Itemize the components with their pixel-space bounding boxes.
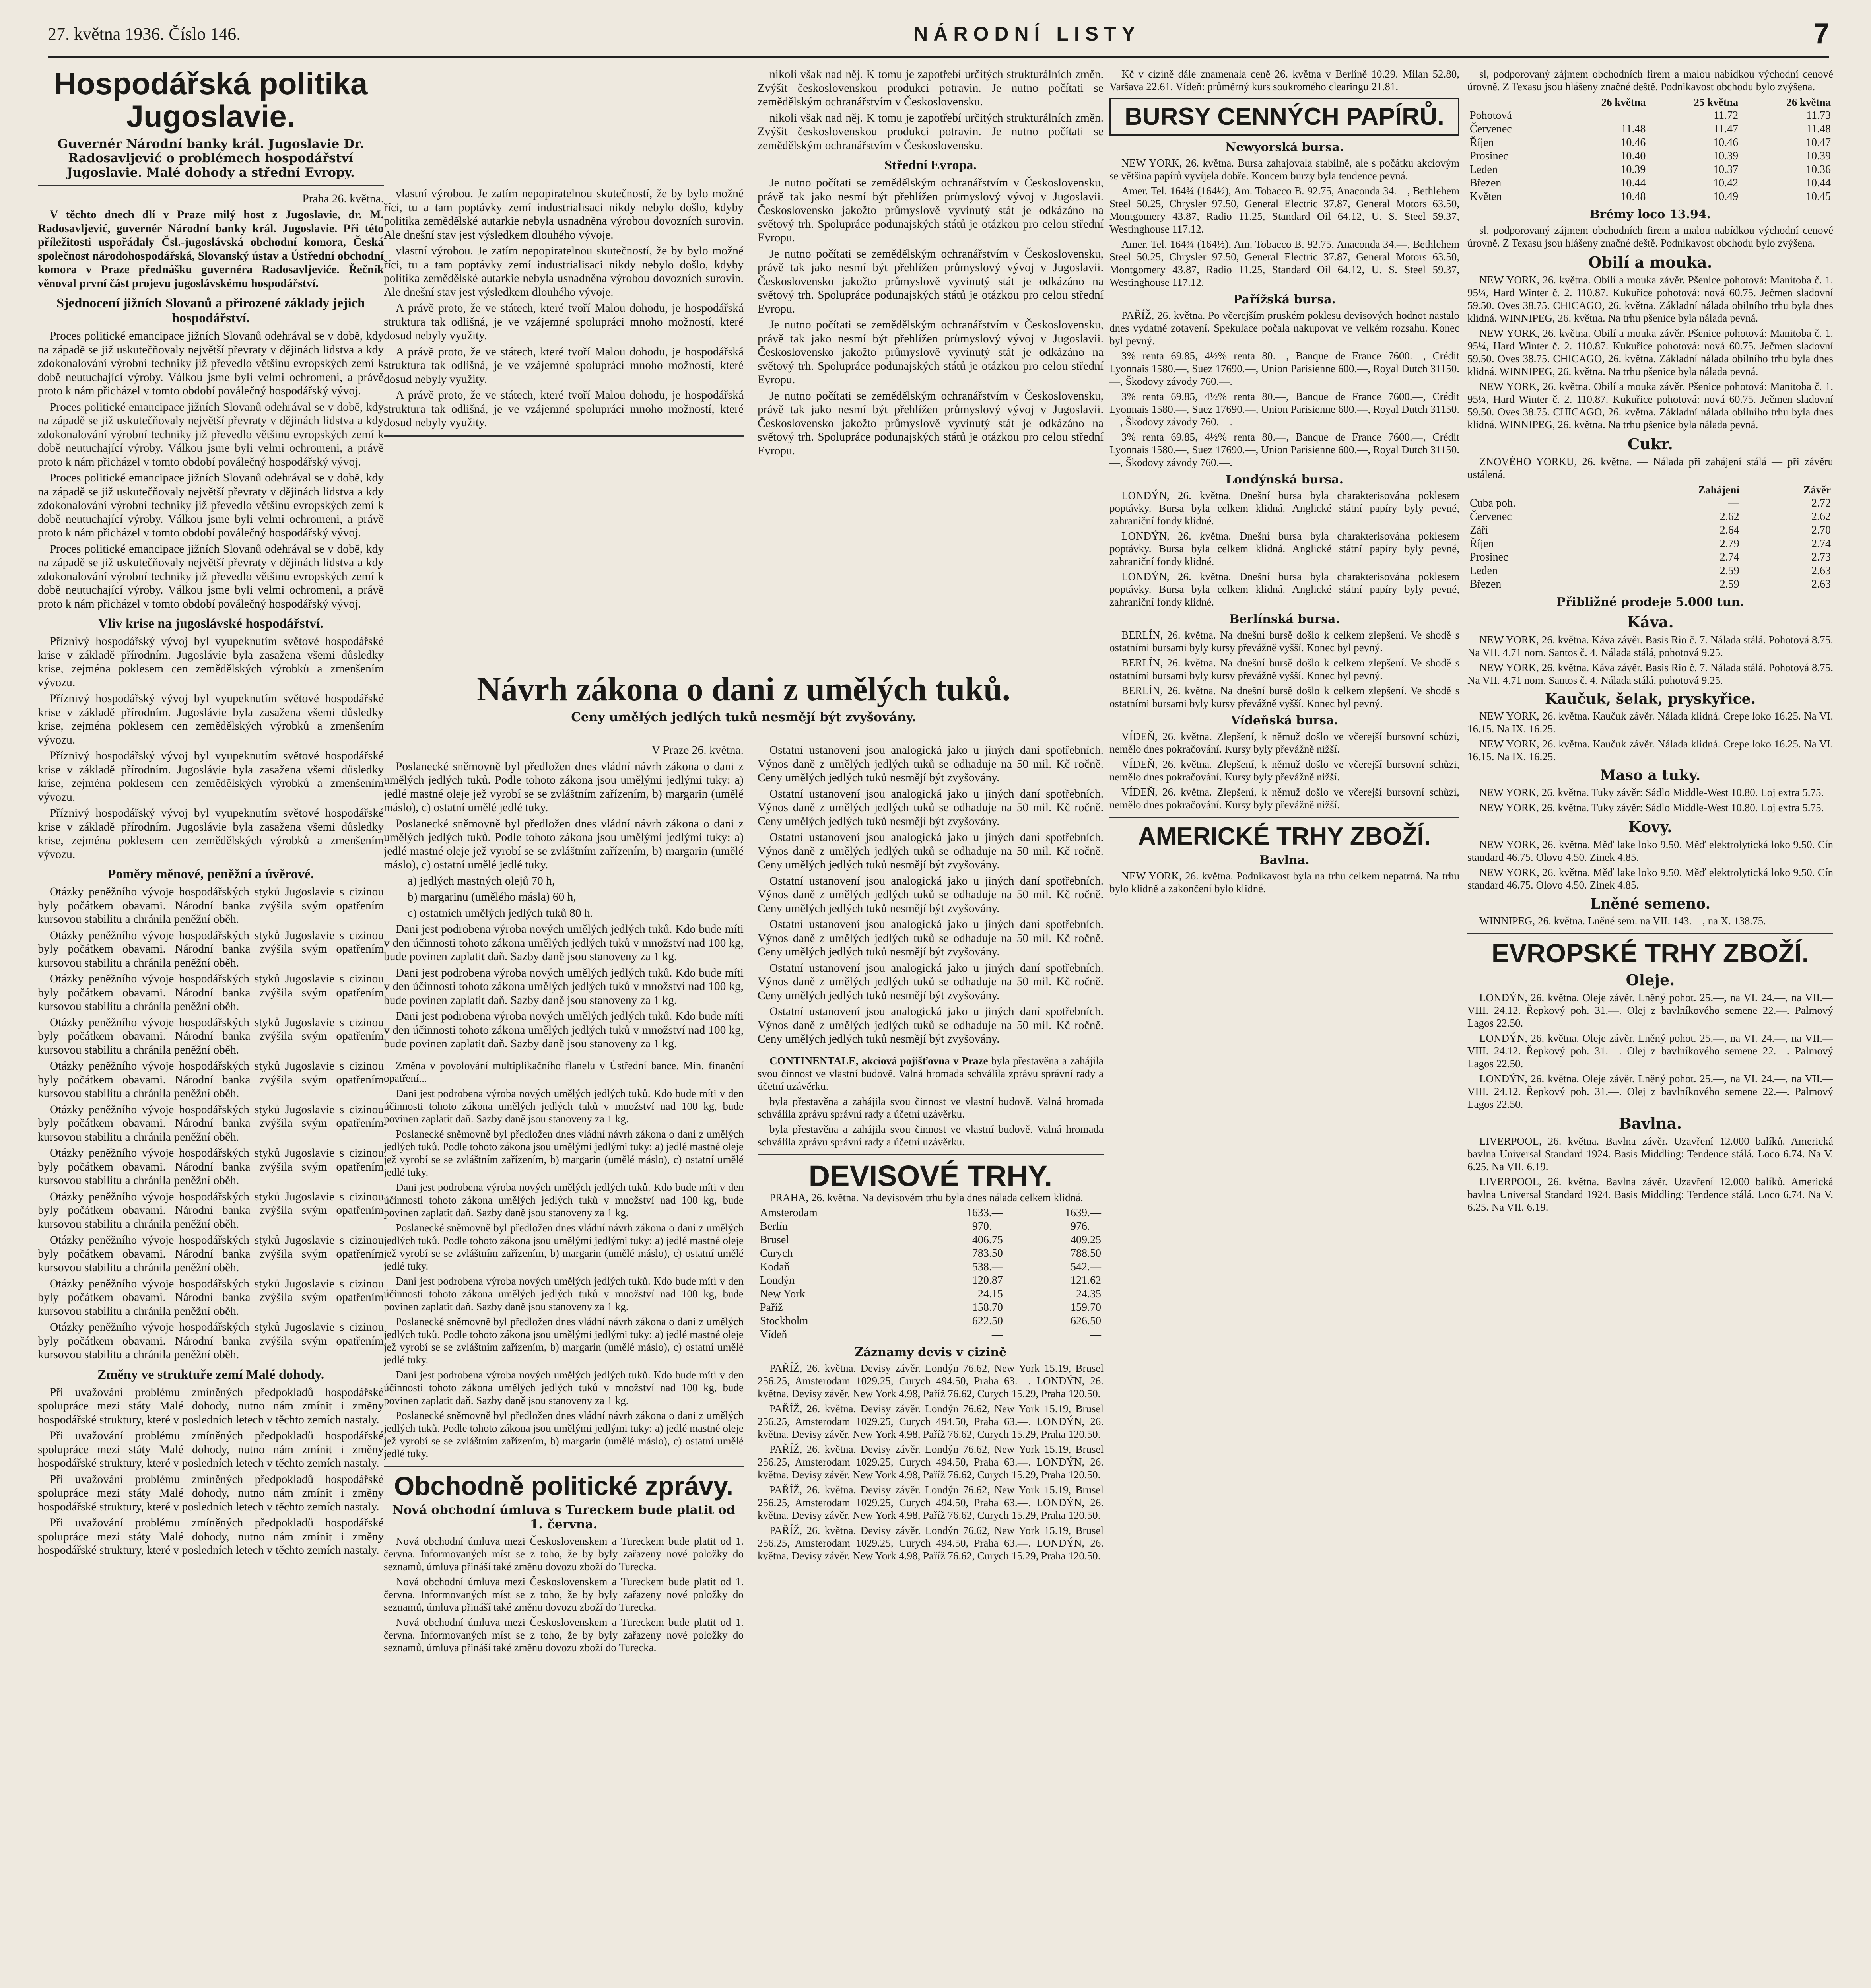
article-paragraph: Proces politické emancipace jižních Slovanů odehrával se v době, kdy na západě se již uskutečňovaly největší převraty v dějinách lidstva a kdy zdokonalování výrobní techniky již převedlo většinu evropských zemí k době neutuchající výroby. Válkou jsme byli velmi ochromeni, a právě proto k nám přicházel v tomto období poválečný hospodářský vývoj.	[38, 330, 384, 398]
table-cell: 10.45	[1806, 190, 1831, 203]
market-heading-newyork: Newyorská bursa.	[1225, 140, 1344, 154]
table-cell: 2.64	[1719, 524, 1739, 536]
table-cell: 10.37	[1713, 163, 1739, 176]
market-report: ZNOVÉHO YORKU, 26. května. — Nálada při zahájení stálá — při závěru ustálená.	[1467, 456, 1833, 480]
table-cell: Pohotová	[1470, 109, 1512, 122]
column-header	[1467, 483, 1611, 497]
market-report: NEW YORK, 26. května. Obilí a mouka závěr. Pšenice pohotová: Manitoba č. 1. 95¼, Hard Winter č. 2. 110.87. Kukuřice pohotová: nová 60.75. Ječmen sladovní 59.50. Oves 38.75. CHICAGO, 26. května. Základní nálada obilního trhu byla dnes klidná. WINNIPEG, 26. května. Na trhu pšenice byla nálada pevná.	[1467, 274, 1833, 324]
market-heading-flax: Lněné semeno.	[1590, 895, 1711, 912]
section-heading: Změny ve struktuře zemí Malé dohody.	[97, 1367, 324, 1382]
cotton-row	[1467, 163, 1833, 177]
market-quotes: 3% renta 69.85, 4½% renta 80.—, Banque de France 7600.—, Crédit Lyonnais 1580.—, Suez 17690.—, Union Parisienne 600.—, Royal Dutch 31150.—, Škodovy závody 760.—.	[1109, 431, 1459, 468]
rate-item: c) ostatních umělých jedlých tuků 80 h.	[408, 907, 593, 920]
fx-row	[758, 1260, 1104, 1274]
article-paragraph: Příznivý hospodářský vývoj byl vyupeknutím světové hospodářské krise v základě přírodním. Jugoslávie byla zasažena všemi důsledky krise, zejména poklesem cen zemědělských výrobků a zmenšením vývozu.	[38, 635, 384, 689]
page-number: 7	[1813, 18, 1829, 50]
market-quotes: 3% renta 69.85, 4½% renta 80.—, Banque de France 7600.—, Crédit Lyonnais 1580.—, Suez 17690.—, Union Parisienne 600.—, Royal Dutch 31150.—, Škodovy závody 760.—.	[1109, 390, 1459, 428]
article-paragraph: Nová obchodní úmluva mezi Československem a Tureckem bude platit od 1. června. Informovaných míst se z toho, že by byly zařazeny nové položky do seznamů, úmluva přináší také změnu dovozu zboží do Turecka.	[384, 1575, 744, 1613]
divider	[758, 1154, 1104, 1155]
market-report: LONDÝN, 26. května. Oleje závěr. Lněný pohot. 25.—, na VI. 24.—, na VII.—VIII. 24.12. Řepkový poh. 31.—. Olej z bavlníkového semene 22.—. Palmový Lagos 22.50.	[1467, 1073, 1833, 1110]
article-paragraph: Dani jest podrobena výroba nových umělých jedlých tuků. Kdo bude míti v den účinnosti tohoto zákona umělých jedlých tuků v množství nad 100 kg, bude povinen zaplatit daň. Sazby daně jsou stanoveny za 1 kg.	[384, 923, 744, 963]
table-cell: 976.—	[1071, 1220, 1101, 1233]
article-paragraph: Je nutno počítati se zemědělským ochranářstvím v Československu, právě tak jako nesmí být přehlížen průmyslový vývoj v Jugoslavii. Československo jakožto průmyslově vyvinutý stát je odkázáno na světový trh. Spolupráce podunajských států je otázkou pro celou střední Evropu.	[758, 389, 1104, 457]
market-heading-cotton: Bavlna.	[1618, 1114, 1682, 1133]
article-paragraph: Proces politické emancipace jižních Slovanů odehrával se v době, kdy na západě se již uskutečňovaly největší převraty v dějinách lidstva a kdy zdokonalování výrobní techniky již převedlo většinu evropských zemí k době neutuchající výroby. Válkou jsme byli velmi ochromeni, a právě proto k nám přicházel v tomto období poválečný hospodářský vývoj.	[38, 472, 384, 540]
table-cell: 10.40	[1620, 150, 1646, 162]
cotton-row	[1467, 122, 1833, 136]
article-paragraph: Při uvažování problému zmíněných předpokladů hospodářské spolupráce mezi státy Malé dohody, nutno nám zmínit i změny hospodářské struktury, které v posledních letech v těchto zemích nastaly.	[38, 1429, 384, 1470]
section-title-devisove-trhy: DEVISOVÉ TRHY.	[808, 1159, 1053, 1192]
table-cell: —	[1090, 1328, 1101, 1341]
table-cell: Březen	[1470, 578, 1502, 590]
article-paragraph: Ostatní ustanovení jsou analogická jako u jiných daní spotřebních. Výnos daně z umělých jedlých tuků se odhaduje na 50 mil. Kč ročně. Ceny umělých jedlých tuků nesmějí být zvyšovány.	[758, 831, 1104, 871]
table-cell: 10.47	[1806, 136, 1831, 149]
market-report: LIVERPOOL, 26. května. Bavlna závěr. Uzavření 12.000 balíků. Americká bavlna Universal Standard 1924. Basis Middling: Tendence stálá. Loco 6.74. Na V. 6.25. Na VII. 6.19.	[1467, 1176, 1833, 1213]
news-item-text: byla přestavěna a zahájila svou činnost ve vlastní budově. Valná hromada schválila zprávu správní rady a účetní uzávěrku.	[758, 1054, 1104, 1092]
table-cell: 159.70	[1071, 1301, 1101, 1314]
article-paragraph: Ostatní ustanovení jsou analogická jako u jiných daní spotřebních. Výnos daně z umělých jedlých tuků se odhaduje na 50 mil. Kč ročně. Ceny umělých jedlých tuků nesmějí být zvyšovány.	[758, 1005, 1104, 1045]
market-report: NEW YORK, 26. května. Měď lake loko 9.50. Měď elektrolytická loko 9.50. Cín standard 46.75. Olovo 4.50. Zinek 4.85.	[1467, 866, 1833, 891]
masthead	[48, 12, 1829, 58]
fx-foreign-text: PAŘÍŽ, 26. května. Devisy závěr. Londýn 76.62, New York 15.19, Brusel 256.25, Amsterodam 1029.25, Curych 494.50, Praha 63.—. LONDÝN, 26. května. Devisy závěr. New York 4.98, Paříž 76.62, Curych 15.29, Praha 120.50.	[758, 1484, 1104, 1522]
issue-date: 27. května 1936. Číslo 146.	[48, 24, 241, 44]
column-header	[1467, 95, 1556, 109]
article-paragraph: Otázky peněžního vývoje hospodářských styků Jugoslavie s cizinou byly počátkem obavami. Národní banka zvýšila svým opatřením kursovou stabilitu a chránila peněžní oběh.	[38, 1060, 384, 1100]
article-paragraph: Je nutno počítati se zemědělským ochranářstvím v Československu, právě tak jako nesmí být přehlížen průmyslový vývoj v Jugoslavii. Československo jakožto průmyslově vyvinutý stát je odkázáno na světový trh. Spolupráce podunajských států je otázkou pro celou střední Evropu.	[758, 177, 1104, 244]
article-paragraph: Otázky peněžního vývoje hospodářských styků Jugoslavie s cizinou byly počátkem obavami. Národní banka zvýšila svým opatřením kursovou stabilitu a chránila peněžní oběh.	[38, 1016, 384, 1056]
article-paragraph: Otázky peněžního vývoje hospodářských styků Jugoslavie s cizinou byly počátkem obavami. Národní banka zvýšila svým opatřením kursovou stabilitu a chránila peněžní oběh.	[38, 1147, 384, 1187]
table-cell: 2.74	[1811, 538, 1831, 550]
market-report: NEW YORK, 26. května. Káva závěr. Basis Rio č. 7. Nálada stálá. Pohotová 8.75. Na VII. 4.71 nom. Santos č. 4. Nálada stálá, pohotová 9.25.	[1467, 634, 1833, 658]
sugar-row	[1467, 551, 1833, 564]
article-subtitle: Guvernér Národní banky král. Jugoslavie Dr. Radosavljević o problémech hospodářství Jugoslavie. Malé dohody a střední Evropy.	[57, 136, 364, 180]
article-paragraph: Při uvažování problému zmíněných předpokladů hospodářské spolupráce mezi státy Malé dohody, nutno nám zmínit i změny hospodářské struktury, které v posledních letech v těchto zemích nastaly.	[38, 1516, 384, 1557]
table-cell: 10.44	[1806, 177, 1831, 189]
fx-row	[758, 1274, 1104, 1287]
column-2-lower	[384, 744, 744, 1988]
article-paragraph: Nová obchodní úmluva mezi Československem a Tureckem bude platit od 1. června. Informovaných míst se z toho, že by byly zařazeny nové položky do seznamů, úmluva přináší také změnu dovozu zboží do Turecka.	[384, 1535, 744, 1573]
table-cell: Květen	[1470, 190, 1502, 203]
fx-row	[758, 1328, 1104, 1342]
table-cell: 10.36	[1806, 163, 1831, 176]
market-report: LONDÝN, 26. května. Oleje závěr. Lněný pohot. 25.—, na VI. 24.—, na VII.—VIII. 24.12. Řepkový poh. 31.—. Olej z bavlníkového semene 22.—. Palmový Lagos 22.50.	[1467, 992, 1833, 1029]
table-cell: 10.44	[1620, 177, 1646, 189]
sugar-row	[1467, 537, 1833, 551]
table-cell: 10.46	[1713, 136, 1739, 149]
table-note: Brémy loco 13.94.	[1589, 208, 1711, 221]
market-report: NEW YORK, 26. května. Podnikavost byla na trhu celkem nepatrná. Na trhu bylo klidně a zakončení bylo klidné.	[1109, 870, 1459, 895]
short-news: Dani jest podrobena výroba nových umělých jedlých tuků. Kdo bude míti v den účinnosti tohoto zákona umělých jedlých tuků v množství nad 100 kg, bude povinen zaplatit daň. Sazby daně jsou stanoveny za 1 kg.	[384, 1087, 744, 1125]
table-cell: Londýn	[760, 1274, 795, 1287]
market-heading-rubber: Kaučuk, šelak, pryskyřice.	[1545, 691, 1756, 707]
table-cell: 2.70	[1811, 524, 1831, 536]
fx-foreign-text: PAŘÍŽ, 26. května. Devisy závěr. Londýn 76.62, New York 15.19, Brusel 256.25, Amsterodam 1029.25, Curych 494.50, Praha 63.—. LONDÝN, 26. května. Devisy závěr. New York 4.98, Paříž 76.62, Curych 15.29, Praha 120.50.	[758, 1524, 1104, 1562]
market-heading-london: Londýnská bursa.	[1225, 473, 1344, 487]
table-cell: Kodaň	[760, 1261, 790, 1274]
column-header: 25 května	[1694, 96, 1739, 108]
table-cell: 11.47	[1714, 123, 1739, 135]
newspaper-name: NÁRODNÍ LISTY	[913, 23, 1141, 45]
table-cell: 24.35	[1076, 1288, 1101, 1301]
market-quotes: 3% renta 69.85, 4½% renta 80.—, Banque de France 7600.—, Crédit Lyonnais 1580.—, Suez 17690.—, Union Parisienne 600.—, Royal Dutch 31150.—, Škodovy závody 760.—.	[1109, 350, 1459, 387]
article-subtitle: Ceny umělých jedlých tuků nesmějí být zvyšovány.	[571, 710, 916, 725]
table-cell: Říjen	[1470, 538, 1494, 550]
table-cell: —	[1634, 109, 1646, 122]
section-title-obchodne-politicke-zpravy: Obchodně politické zprávy.	[394, 1471, 734, 1501]
table-cell: Říjen	[1470, 136, 1494, 149]
table-cell: 11.48	[1806, 123, 1831, 135]
market-report: LONDÝN, 26. května. Dnešní bursa byla charakterisována poklesem poptávky. Bursa byla celkem klidná. Anglické státní papíry byly pevné, zahraniční fondy klidné.	[1109, 530, 1459, 567]
table-cell: Prosinec	[1470, 150, 1508, 162]
fx-foreign-text: PAŘÍŽ, 26. května. Devisy závěr. Londýn 76.62, New York 15.19, Brusel 256.25, Amsterodam 1029.25, Curych 494.50, Praha 63.—. LONDÝN, 26. května. Devisy závěr. New York 4.98, Paříž 76.62, Curych 15.29, Praha 120.50.	[758, 1403, 1104, 1441]
market-heading-meat: Maso a tuky.	[1600, 767, 1701, 784]
market-report: NEW YORK, 26. května. Káva závěr. Basis Rio č. 7. Nálada stálá. Pohotová 8.75. Na VII. 4.71 nom. Santos č. 4. Nálada stálá, pohotová 9.25.	[1467, 662, 1833, 686]
article-title-hospodarska-politika: Hospodářská politika Jugoslavie.	[54, 68, 368, 134]
article-paragraph: Otázky peněžního vývoje hospodářských styků Jugoslavie s cizinou byly počátkem obavami. Národní banka zvýšila svým opatřením kursovou stabilitu a chránila peněžní oběh.	[38, 973, 384, 1013]
section-heading: Sjednocení jižních Slovanů a přirozené základy jejich hospodářství.	[56, 296, 365, 326]
market-report: NEW YORK, 26. května. Kaučuk závěr. Nálada klidná. Crepe loko 16.25. Na VI. 16.15. Na IX. 16.25.	[1467, 710, 1833, 735]
table-cell: Berlín	[760, 1220, 788, 1233]
divider	[384, 1466, 744, 1467]
table-cell: 542.—	[1071, 1261, 1101, 1274]
article-paragraph: Ostatní ustanovení jsou analogická jako u jiných daní spotřebních. Výnos daně z umělých jedlých tuků se odhaduje na 50 mil. Kč ročně. Ceny umělých jedlých tuků nesmějí být zvyšovány.	[758, 787, 1104, 828]
article-paragraph: nikoli však nad něj. K tomu je zapotřebí určitých strukturálních změn. Zvýšit československou produkci potravin. Je nutno počítati se zemědělským ochranářstvím v Československu.	[758, 68, 1104, 108]
market-report: NEW YORK, 26. května. Tuky závěr: Sádlo Middle-West 10.80. Loj extra 5.75.	[1479, 786, 1824, 798]
article-paragraph: sl, podporovaný zájmem obchodních firem a malou nabídkou východní cenové úrovně. Z Texasu jsou hlášeny značné deště. Podnikavost obchodu bylo zvýšena.	[1467, 68, 1833, 93]
fx-row	[758, 1287, 1104, 1301]
table-header-row	[1467, 95, 1833, 109]
section-title-bursy: BURSY CENNÝCH PAPÍRŮ.	[1109, 98, 1459, 136]
article-paragraph: Nová obchodní úmluva mezi Československem a Tureckem bude platit od 1. června. Informovaných míst se z toho, že by byly zařazeny nové položky do seznamů, úmluva přináší také změnu dovozu zboží do Turecka.	[384, 1616, 744, 1654]
market-report: WINNIPEG, 26. května. Lněné sem. na VII. 143.—, na X. 138.75.	[1479, 915, 1766, 927]
article-paragraph: A právě proto, že ve státech, které tvoří Malou dohodu, je hospodářská struktura tak odlišná, je ve vzájemné spolupráci mnoho možností, které dosud nebyly využity.	[384, 389, 744, 429]
market-report: PAŘÍŽ, 26. května. Po včerejším pruském poklesu devisových hodnot nastalo dnes vydatné zotavení. Spekulace počala nakupovat ve velkém rozsahu. Konec byl pevný.	[1109, 309, 1459, 347]
market-heading-grain: Obilí a mouka.	[1588, 253, 1712, 271]
market-quotes: Amer. Tel. 164¾ (164½), Am. Tobacco B. 92.75, Anaconda 34.—, Bethlehem Steel 50.25, Chrysler 97.50, General Electric 37.87, General Motors 63.50, Montgomery 43.87, Radio 11.25, Standard Oil 64.12, U. S. Steel 59.37, Westinghouse 117.12.	[1109, 185, 1459, 235]
table-cell: 11.48	[1621, 123, 1646, 135]
divider	[38, 185, 384, 186]
short-news: Poslanecké sněmovně byl předložen dnes vládní návrh zákona o dani z umělých jedlých tuků. Podle tohoto zákona jsou umělými jedlými tuky: a) jedlé mastné oleje jež vyrobí se se zvláštním zařízením, b) margarin (umělé máslo), c) ostatní umělé jedlé tuky.	[384, 1315, 744, 1366]
table-cell: Cuba poh.	[1470, 497, 1516, 509]
dateline: Praha 26. května.	[302, 192, 384, 205]
market-report: VÍDEŇ, 26. května. Zlepšení, k němuž došlo ve včerejší bursovní schůzi, nemělo dnes pokračování. Kursy byly převážně nižší.	[1109, 730, 1459, 755]
cotton-row	[1467, 149, 1833, 163]
table-cell: 2.63	[1811, 578, 1831, 590]
article-paragraph: Je nutno počítati se zemědělským ochranářstvím v Československu, právě tak jako nesmí být přehlížen průmyslový vývoj v Jugoslavii. Československo jakožto průmyslově vyvinutý stát je odkázáno na světový trh. Spolupráce podunajských států je otázkou pro celou střední Evropu.	[758, 247, 1104, 315]
table-note: Přibližné prodeje 5.000 tun.	[1556, 595, 1744, 609]
column-1	[38, 68, 384, 1988]
table-cell: 10.48	[1620, 190, 1646, 203]
article-paragraph: Při uvažování problému zmíněných předpokladů hospodářské spolupráce mezi státy Malé dohody, nutno nám zmínit i změny hospodářské struktury, které v posledních letech v těchto zemích nastaly.	[38, 1473, 384, 1513]
market-heading-coffee: Káva.	[1627, 613, 1674, 631]
column-3-lower	[758, 744, 1104, 1988]
article-paragraph: nikoli však nad něj. K tomu je zapotřebí určitých strukturálních změn. Zvýšit československou produkci potravin. Je nutno počítati se zemědělským ochranářstvím v Československu.	[758, 111, 1104, 152]
short-news: Poslanecké sněmovně byl předložen dnes vládní návrh zákona o dani z umělých jedlých tuků. Podle tohoto zákona jsou umělými jedlými tuky: a) jedlé mastné oleje jež vyrobí se se zvláštním zařízením, b) margarin (umělé máslo), c) ostatní umělé jedlé tuky.	[384, 1128, 744, 1178]
table-cell: 10.39	[1620, 163, 1646, 176]
market-report: LONDÝN, 26. května. Dnešní bursa byla charakterisována poklesem poptávky. Bursa byla celkem klidná. Anglické státní papíry byly pevné, zahraniční fondy klidné.	[1109, 489, 1459, 527]
table-cell: Stockholm	[760, 1315, 808, 1328]
short-news: Dani jest podrobena výroba nových umělých jedlých tuků. Kdo bude míti v den účinnosti tohoto zákona umělých jedlých tuků v množství nad 100 kg, bude povinen zaplatit daň. Sazby daně jsou stanoveny za 1 kg.	[384, 1275, 744, 1312]
article-paragraph: Otázky peněžního vývoje hospodářských styků Jugoslavie s cizinou byly počátkem obavami. Národní banka zvýšila svým opatřením kursovou stabilitu a chránila peněžní oběh.	[38, 1277, 384, 1318]
table-cell: 622.50	[972, 1315, 1003, 1328]
article-paragraph: Příznivý hospodářský vývoj byl vyupeknutím světové hospodářské krise v základě přírodním. Jugoslávie byla zasažena všemi důsledky krise, zejména poklesem cen zemědělských výrobků a zmenšením vývozu.	[38, 749, 384, 804]
article-paragraph: Dani jest podrobena výroba nových umělých jedlých tuků. Kdo bude míti v den účinnosti tohoto zákona umělých jedlých tuků v množství nad 100 kg, bude povinen zaplatit daň. Sazby daně jsou stanoveny za 1 kg.	[384, 1010, 744, 1050]
article-paragraph: Otázky peněžního vývoje hospodářských styků Jugoslavie s cizinou byly počátkem obavami. Národní banka zvýšila svým opatřením kursovou stabilitu a chránila peněžní oběh.	[38, 929, 384, 969]
table-cell: 121.62	[1071, 1274, 1101, 1287]
table-cell: New York	[760, 1288, 805, 1301]
market-report: VÍDEŇ, 26. května. Zlepšení, k němuž došlo ve včerejší bursovní schůzi, nemělo dnes pokračování. Kursy byly převážně nižší.	[1109, 786, 1459, 811]
column-header: 26 května	[1786, 96, 1831, 108]
table-cell: 10.39	[1713, 150, 1739, 162]
article-paragraph: Ostatní ustanovení jsou analogická jako u jiných daní spotřebních. Výnos daně z umělých jedlých tuků se odhaduje na 50 mil. Kč ročně. Ceny umělých jedlých tuků nesmějí být zvyšovány.	[758, 961, 1104, 1002]
article-paragraph: Dani jest podrobena výroba nových umělých jedlých tuků. Kdo bude míti v den účinnosti tohoto zákona umělých jedlých tuků v množství nad 100 kg, bude povinen zaplatit daň. Sazby daně jsou stanoveny za 1 kg.	[384, 966, 744, 1007]
fx-row	[758, 1206, 1104, 1220]
fx-foreign-text: PAŘÍŽ, 26. května. Devisy závěr. Londýn 76.62, New York 15.19, Brusel 256.25, Amsterodam 1029.25, Curych 494.50, Praha 63.—. LONDÝN, 26. května. Devisy závěr. New York 4.98, Paříž 76.62, Curych 15.29, Praha 120.50.	[758, 1362, 1104, 1400]
article-paragraph: Je nutno počítati se zemědělským ochranářstvím v Československu, právě tak jako nesmí být přehlížen průmyslový vývoj v Jugoslavii. Československo jakožto průmyslově vyvinutý stát je odkázáno na světový trh. Spolupráce podunajských států je otázkou pro celou střední Evropu.	[758, 318, 1104, 386]
article-paragraph: A právě proto, že ve státech, které tvoří Malou dohodu, je hospodářská struktura tak odlišná, je ve vzájemné spolupráci mnoho možností, které dosud nebyly využity.	[384, 302, 744, 342]
sugar-row	[1467, 578, 1833, 591]
article-paragraph: Proces politické emancipace jižních Slovanů odehrával se v době, kdy na západě se již uskutečňovaly největší převraty v dějinách lidstva a kdy zdokonalování výrobní techniky již převedlo většinu evropských zemí k době neutuchající výroby. Válkou jsme byli velmi ochromeni, a právě proto k nám přicházel v tomto období poválečný hospodářský vývoj.	[38, 400, 384, 468]
market-report: NEW YORK, 26. května. Měď lake loko 9.50. Měď elektrolytická loko 9.50. Cín standard 46.75. Olovo 4.50. Zinek 4.85.	[1467, 839, 1833, 863]
table-header-row	[1467, 483, 1833, 497]
table-cell: 10.49	[1713, 190, 1739, 203]
table-cell: 970.—	[972, 1220, 1003, 1233]
table-cell: 158.70	[972, 1301, 1003, 1314]
column-5	[1467, 68, 1833, 1988]
table-cell: 406.75	[972, 1234, 1003, 1246]
article-paragraph: A právě proto, že ve státech, které tvoří Malou dohodu, je hospodářská struktura tak odlišná, je ve vzájemné spolupráci mnoho možností, které dosud nebyly využity.	[384, 345, 744, 386]
fx-row	[758, 1220, 1104, 1233]
article-paragraph: vlastní výrobou. Je zatím nepopiratelnou skutečností, že by bylo možné říci, tu a tam poptávky zemí industrialisaci nikdy nebylo došlo, kdyby politika zemědělské autarkie nebyla usnadněna výrobou dovozních surovin. Ale dnešní stav jest výsledkem dlouhého vývoje.	[384, 187, 744, 241]
market-heading-sugar: Cukr.	[1628, 435, 1673, 453]
cotton-table	[1467, 95, 1833, 204]
table-cell: 2.73	[1811, 551, 1831, 563]
short-news: Dani jest podrobena výroba nových umělých jedlých tuků. Kdo bude míti v den účinnosti tohoto zákona umělých jedlých tuků v množství nad 100 kg, bude povinen zaplatit daň. Sazby daně jsou stanoveny za 1 kg.	[384, 1181, 744, 1219]
fx-row	[758, 1233, 1104, 1247]
table-cell: Červenec	[1470, 511, 1512, 523]
table-cell: 538.—	[972, 1261, 1003, 1274]
column-header: Závěr	[1803, 484, 1831, 496]
table-cell: Curych	[760, 1247, 793, 1260]
article-paragraph: Proces politické emancipace jižních Slovanů odehrával se v době, kdy na západě se již uskutečňovaly největší převraty v dějinách lidstva a kdy zdokonalování výrobní techniky již převedlo většinu evropských zemí k době neutuchající výroby. Válkou jsme byli velmi ochromeni, a právě proto k nám přicházel v tomto období poválečný hospodářský vývoj.	[38, 542, 384, 610]
market-heading-metals: Kovy.	[1628, 818, 1673, 836]
article-paragraph: Otázky peněžního vývoje hospodářských styků Jugoslavie s cizinou byly počátkem obavami. Národní banka zvýšila svým opatřením kursovou stabilitu a chránila peněžní oběh.	[38, 885, 384, 926]
market-quotes: Amer. Tel. 164¾ (164½), Am. Tobacco B. 92.75, Anaconda 34.—, Bethlehem Steel 50.25, Chrysler 97.50, General Electric 37.87, General Motors 63.50, Montgomery 43.87, Radio 11.25, Standard Oil 64.12, U. S. Steel 59.37, Westinghouse 117.12.	[1109, 238, 1459, 288]
cotton-row	[1467, 177, 1833, 190]
table-cell: Prosinec	[1470, 551, 1508, 563]
article-paragraph: Poslanecké sněmovně byl předložen dnes vládní návrh zákona o dani z umělých jedlých tuků. Podle tohoto zákona jsou umělými jedlými tuky: a) jedlé mastné oleje jež vyrobí se se zvláštním zařízením, b) margarin (umělé máslo), c) ostatní umělé jedlé tuky.	[384, 760, 744, 814]
market-report: NEW YORK, 26. května. Kaučuk závěr. Nálada klidná. Crepe loko 16.25. Na VI. 16.15. Na IX. 16.25.	[1467, 738, 1833, 763]
table-cell: 2.59	[1719, 578, 1739, 590]
news-item-continentale	[758, 1054, 1104, 1093]
divider	[384, 435, 744, 437]
section-heading: Poměry měnové, peněžní a úvěrové.	[107, 867, 314, 882]
market-report: VÍDEŇ, 26. května. Zlepšení, k němuž došlo ve včerejší bursovní schůzi, nemělo dnes pokračování. Kursy byly převážně nižší.	[1109, 758, 1459, 783]
short-news: Poslanecké sněmovně byl předložen dnes vládní návrh zákona o dani z umělých jedlých tuků. Podle tohoto zákona jsou umělými jedlými tuky: a) jedlé mastné oleje jež vyrobí se se zvláštním zařízením, b) margarin (umělé máslo), c) ostatní umělé jedlé tuky.	[384, 1221, 744, 1272]
sugar-row	[1467, 564, 1833, 578]
table-cell: —	[991, 1328, 1003, 1341]
rate-item: a) jedlých mastných olejů 70 h,	[408, 874, 555, 887]
table-cell: 1639.—	[1065, 1207, 1101, 1219]
table-cell: 10.39	[1806, 150, 1831, 162]
market-report: NEW YORK, 26. května. Obilí a mouka závěr. Pšenice pohotová: Manitoba č. 1. 95¼, Hard Winter č. 2. 110.87. Kukuřice pohotová: nová 60.75. Ječmen sladovní 59.50. Oves 38.75. CHICAGO, 26. května. Základní nálada obilního trhu byla dnes klidná. WINNIPEG, 26. května. Na trhu pšenice byla nálada pevná.	[1467, 381, 1833, 431]
table-cell: 2.74	[1719, 551, 1739, 563]
article-title-dan-z-tuku: Návrh zákona o dani z umělých tuků.	[477, 671, 1010, 708]
article-paragraph: Příznivý hospodářský vývoj byl vyupeknutím světové hospodářské krise v základě přírodním. Jugoslávie byla zasažena všemi důsledky krise, zejména poklesem cen zemědělských výrobků a zmenšením vývozu.	[38, 692, 384, 746]
divider	[1467, 933, 1833, 934]
table-cell: 24.15	[977, 1288, 1003, 1301]
column-4	[1109, 68, 1459, 1988]
short-news: Dani jest podrobena výroba nových umělých jedlých tuků. Kdo bude míti v den účinnosti tohoto zákona umělých jedlých tuků v množství nad 100 kg, bude povinen zaplatit daň. Sazby daně jsou stanoveny za 1 kg.	[384, 1369, 744, 1406]
article-paragraph: byla přestavěna a zahájila svou činnost ve vlastní budově. Valná hromada schválila zprávu správní rady a účetní uzávěrku.	[758, 1123, 1104, 1148]
article-paragraph: Při uvažování problému zmíněných předpokladů hospodářské spolupráce mezi státy Malé dohody, nutno nám zmínit i změny hospodářské struktury, které v posledních letech v těchto zemích nastaly.	[38, 1386, 384, 1426]
fx-intro: PRAHA, 26. května. Na devisovém trhu byla dnes nálada celkem klidná.	[769, 1192, 1083, 1204]
market-report: NEW YORK, 26. května. Bursa zahajovala stabilně, ale s počátku akciovým se většina papírů vyvíjela dobře. Koncem burzy byla tendence pevná.	[1109, 157, 1459, 182]
table-cell: Paříž	[760, 1301, 783, 1314]
section-title-evropske-trhy: EVROPSKÉ TRHY ZBOŽÍ.	[1491, 938, 1809, 968]
market-heading-paris: Pařížská bursa.	[1233, 293, 1336, 307]
table-cell: 788.50	[1071, 1247, 1101, 1260]
table-cell: 2.79	[1719, 538, 1739, 550]
market-report: LONDÝN, 26. května. Dnešní bursa byla charakterisována poklesem poptávky. Bursa byla celkem klidná. Anglické státní papíry byly pevné, zahraniční fondy klidné.	[1109, 571, 1459, 608]
short-news: Poslanecké sněmovně byl předložen dnes vládní návrh zákona o dani z umělých jedlých tuků. Podle tohoto zákona jsou umělými jedlými tuky: a) jedlé mastné oleje jež vyrobí se se zvláštním zařízením, b) margarin (umělé máslo), c) ostatní umělé jedlé tuky.	[384, 1409, 744, 1460]
article-paragraph: byla přestavěna a zahájila svou činnost ve vlastní budově. Valná hromada schválila zprávu správní rady a účetní uzávěrku.	[758, 1095, 1104, 1120]
dateline: V Praze 26. května.	[651, 744, 744, 757]
market-report: BERLÍN, 26. května. Na dnešní bursě došlo k celkem zlepšení. Ve shodě s ostatními bursami byly kursy převážně vyšší. Konec byl pevný.	[1109, 629, 1459, 654]
table-cell: Brusel	[760, 1234, 789, 1246]
table-cell: Vídeň	[760, 1328, 787, 1341]
market-report: NEW YORK, 26. května. Tuky závěr: Sádlo Middle-West 10.80. Loj extra 5.75.	[1479, 802, 1824, 813]
market-heading-oils: Oleje.	[1626, 971, 1675, 989]
market-heading-berlin: Berlínská bursa.	[1229, 612, 1340, 626]
table-cell: 2.63	[1811, 565, 1831, 577]
article-paragraph: Poslanecké sněmovně byl předložen dnes vládní návrh zákona o dani z umělých jedlých tuků. Podle tohoto zákona jsou umělými jedlými tuky: a) jedlé mastné oleje jež vyrobí se se zvláštním zařízením, b) margarin (umělé máslo), c) ostatní umělé jedlé tuky.	[384, 817, 744, 871]
table-cell: Amsterodam	[760, 1207, 818, 1219]
sugar-row	[1467, 510, 1833, 524]
market-report: BERLÍN, 26. května. Na dnešní bursě došlo k celkem zlepšení. Ve shodě s ostatními bursami byly kursy převážně vyšší. Konec byl pevný.	[1109, 657, 1459, 681]
table-cell: 783.50	[972, 1247, 1003, 1260]
fx-foreign-text: PAŘÍŽ, 26. května. Devisy závěr. Londýn 76.62, New York 15.19, Brusel 256.25, Amsterodam 1029.25, Curych 494.50, Praha 63.—. LONDÝN, 26. května. Devisy závěr. New York 4.98, Paříž 76.62, Curych 15.29, Praha 120.50.	[758, 1443, 1104, 1481]
article-paragraph: vlastní výrobou. Je zatím nepopiratelnou skutečností, že by bylo možné říci, tu a tam poptávky zemí industrialisaci nikdy nebylo došlo, kdyby politika zemědělské autarkie nebyla usnadněna výrobou dovozních surovin. Ale dnešní stav jest výsledkem dlouhého vývoje.	[384, 245, 744, 299]
news-item-headline: CONTINENTALE, akciová pojišťovna v Praze	[769, 1054, 988, 1067]
table-cell: Březen	[1470, 177, 1502, 189]
market-heading-vienna: Vídeňská bursa.	[1231, 714, 1338, 728]
fx-row	[758, 1247, 1104, 1260]
section-subtitle: Nová obchodní úmluva s Tureckem bude platit od 1. června.	[392, 1503, 735, 1532]
table-cell: Leden	[1470, 565, 1498, 577]
short-news: Změna v povolování multiplikačního flanelu v Ústřední bance. Min. finanční opatření...	[384, 1059, 744, 1084]
table-cell: 1633.—	[966, 1207, 1003, 1219]
article-paragraph: Otázky peněžního vývoje hospodářských styků Jugoslavie s cizinou byly počátkem obavami. Národní banka zvýšila svým opatřením kursovou stabilitu a chránila peněžní oběh.	[38, 1234, 384, 1274]
column-header: Zahájení	[1698, 484, 1739, 496]
market-report: LONDÝN, 26. května. Oleje závěr. Lněný pohot. 25.—, na VI. 24.—, na VII.—VIII. 24.12. Řepkový poh. 31.—. Olej z bavlníkového semene 22.—. Palmový Lagos 22.50.	[1467, 1032, 1833, 1070]
fx-table	[758, 1206, 1104, 1342]
table-cell: 120.87	[972, 1274, 1003, 1287]
sugar-table	[1467, 483, 1833, 591]
sugar-row	[1467, 497, 1833, 510]
column-header: 26 května	[1601, 96, 1646, 108]
article-paragraph: Ostatní ustanovení jsou analogická jako u jiných daní spotřebních. Výnos daně z umělých jedlých tuků se odhaduje na 50 mil. Kč ročně. Ceny umělých jedlých tuků nesmějí být zvyšovány.	[758, 918, 1104, 958]
cotton-row	[1467, 190, 1833, 204]
article-paragraph: Ostatní ustanovení jsou analogická jako u jiných daní spotřebních. Výnos daně z umělých jedlých tuků se odhaduje na 50 mil. Kč ročně. Ceny umělých jedlých tuků nesmějí být zvyšovány.	[758, 744, 1104, 784]
table-cell: 2.72	[1811, 497, 1831, 509]
article-paragraph: Příznivý hospodářský vývoj byl vyupeknutím světové hospodářské krise v základě přírodním. Jugoslávie byla zasažena všemi důsledky krise, zejména poklesem cen zemědělských výrobků a zmenšením vývozu.	[38, 807, 384, 861]
table-cell: 626.50	[1071, 1315, 1101, 1328]
table-cell: 10.42	[1713, 177, 1739, 189]
table-cell: 2.62	[1719, 511, 1739, 523]
divider	[1109, 817, 1459, 818]
table-cell: 11.73	[1806, 109, 1831, 122]
article-paragraph: Otázky peněžního vývoje hospodářských styků Jugoslavie s cizinou byly počátkem obavami. Národní banka zvýšila svým opatřením kursovou stabilitu a chránila peněžní oběh.	[38, 1321, 384, 1361]
fx-subheading: Záznamy devis v cizině	[854, 1345, 1007, 1360]
market-heading-bavlna: Bavlna.	[1259, 853, 1310, 868]
table-cell: Leden	[1470, 163, 1498, 176]
table-cell: —	[1728, 497, 1739, 509]
market-report: BERLÍN, 26. května. Na dnešní bursě došlo k celkem zlepšení. Ve shodě s ostatními bursami byly kursy převážně vyšší. Konec byl pevný.	[1109, 685, 1459, 709]
article-paragraph: Otázky peněžního vývoje hospodářských styků Jugoslavie s cizinou byly počátkem obavami. Národní banka zvýšila svým opatřením kursovou stabilitu a chránila peněžní oběh.	[38, 1103, 384, 1143]
section-heading: Vliv krise na jugoslávské hospodářství.	[98, 616, 323, 631]
market-report: sl, podporovaný zájmem obchodních firem a malou nabídkou východní cenové úrovně. Z Texasu jsou hlášeny značné deště. Podnikavost obchodu bylo zvýšena.	[1467, 224, 1833, 249]
rate-item: b) margarinu (umělého másla) 60 h,	[408, 891, 576, 903]
table-cell: 409.25	[1071, 1234, 1101, 1246]
cotton-row	[1467, 109, 1833, 122]
section-title-americke-trhy: AMERICKÉ TRHY ZBOŽÍ.	[1138, 823, 1431, 850]
market-report: NEW YORK, 26. května. Obilí a mouka závěr. Pšenice pohotová: Manitoba č. 1. 95¼, Hard Winter č. 2. 110.87. Kukuřice pohotová: nová 60.75. Ječmen sladovní 59.50. Oves 38.75. CHICAGO, 26. května. Základní nálada obilního trhu byla dnes klidná. WINNIPEG, 26. května. Na trhu pšenice byla nálada pevná.	[1467, 327, 1833, 377]
sugar-row	[1467, 524, 1833, 537]
market-report: LIVERPOOL, 26. května. Bavlna závěr. Uzavření 12.000 balíků. Americká bavlna Universal Standard 1924. Basis Middling: Tendence stálá. Loco 6.74. Na V. 6.25. Na VII. 6.19.	[1467, 1135, 1833, 1173]
section-heading: Střední Evropa.	[884, 158, 977, 173]
article-lead: V těchto dnech dlí v Praze milý host z Jugoslavie, dr. M. Radosavljević, guvernér Národní banky král. Jugoslavie. Při této příležitosti uspořádaly Čsl.-jugoslávská obchodní komora, Česká společnost národohospodářská, Slovanský ústav a Ústřední obchodní komora v Praze přednášku guvernéra Radosavljeviće. Řečník věnoval první část projevu jugoslávskému hospodářství.	[38, 208, 384, 290]
table-cell: Červenec	[1470, 123, 1512, 135]
article-paragraph: Otázky peněžního vývoje hospodářských styků Jugoslavie s cizinou byly počátkem obavami. Národní banka zvýšila svým opatřením kursovou stabilitu a chránila peněžní oběh.	[38, 1190, 384, 1231]
table-cell: 2.59	[1719, 565, 1739, 577]
fx-row	[758, 1314, 1104, 1328]
table-cell: 10.46	[1620, 136, 1646, 149]
article-paragraph: Kč v cizině dále znamenala ceně 26. května v Berlíně 10.29. Milan 52.80, Varšava 22.61. Vídeň: průměrný kurs soukromého clearingu 21.81.	[1109, 68, 1459, 93]
table-cell: Září	[1470, 524, 1488, 536]
cotton-row	[1467, 136, 1833, 149]
table-cell: 2.62	[1811, 511, 1831, 523]
table-cell: 11.72	[1714, 109, 1739, 122]
article-paragraph: Ostatní ustanovení jsou analogická jako u jiných daní spotřebních. Výnos daně z umělých jedlých tuků se odhaduje na 50 mil. Kč ročně. Ceny umělých jedlých tuků nesmějí být zvyšovány.	[758, 874, 1104, 915]
fx-row	[758, 1301, 1104, 1314]
